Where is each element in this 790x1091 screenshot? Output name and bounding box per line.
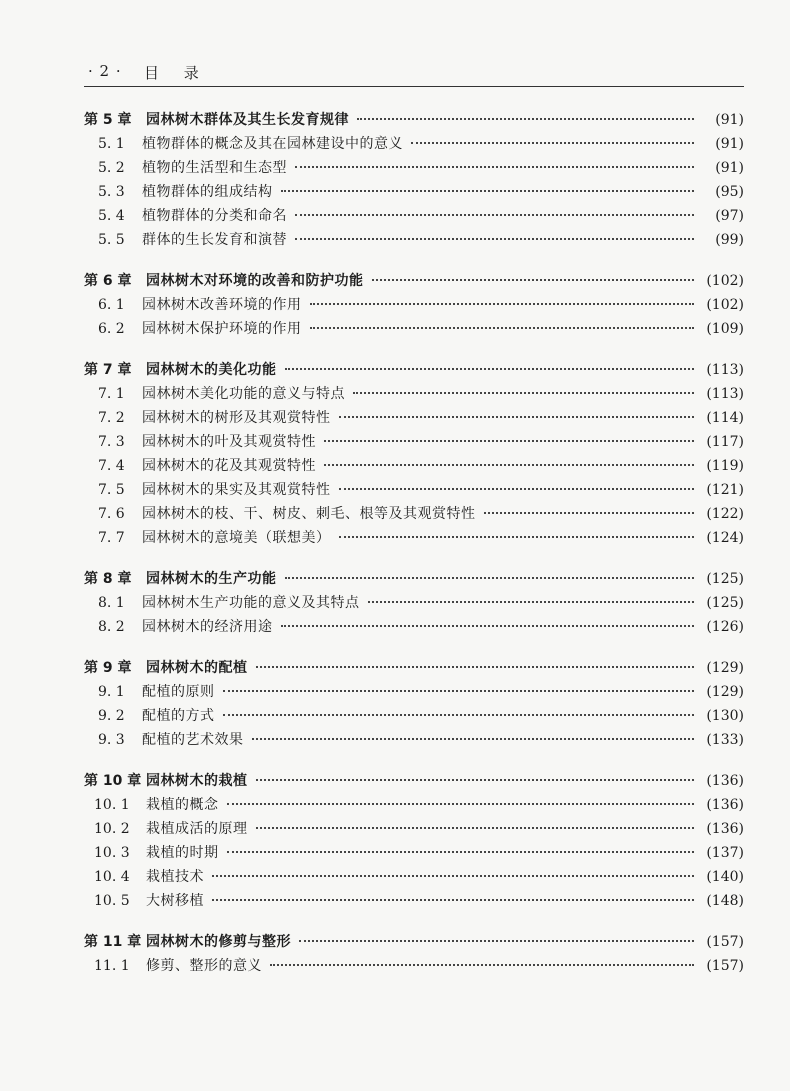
dot-leader <box>295 237 694 240</box>
entry-number: 第 5 章 <box>84 112 132 128</box>
entry-title: 园林树木对环境的改善和防护功能 <box>146 273 364 289</box>
entry-number: 8. 1 <box>98 595 125 611</box>
entry-page: (99) <box>715 232 744 248</box>
dot-leader <box>310 302 695 305</box>
section-row <box>84 865 744 889</box>
entry-page: (125) <box>706 595 744 611</box>
entry-page: (125) <box>706 571 744 587</box>
header-title: 目 录 <box>144 64 209 82</box>
entry-page: (102) <box>706 297 744 313</box>
dot-leader <box>295 213 694 216</box>
entry-page: (130) <box>706 708 744 724</box>
dot-leader <box>368 600 695 603</box>
entry-page: (157) <box>706 934 744 950</box>
entry-page: (157) <box>706 958 744 974</box>
entry-title: 园林树木的美化功能 <box>146 362 277 378</box>
section-row <box>84 526 744 550</box>
section-row <box>84 793 744 817</box>
section-row <box>84 228 744 252</box>
entry-number: 7. 7 <box>98 530 125 546</box>
dot-leader <box>223 689 695 692</box>
entry-number: 6. 2 <box>98 321 125 337</box>
entry-page: (95) <box>715 184 744 200</box>
entry-title: 栽植技术 <box>146 869 204 885</box>
entry-page: (114) <box>706 410 744 426</box>
chapter-row <box>84 656 744 680</box>
section-row <box>84 954 744 978</box>
entry-page: (102) <box>706 273 744 289</box>
dot-leader <box>372 278 695 281</box>
page-number: · 2 · <box>88 62 122 80</box>
section-row <box>84 478 744 502</box>
dot-leader <box>212 898 694 901</box>
entry-number: 10. 5 <box>94 893 130 909</box>
entry-number: 第 8 章 <box>84 571 132 587</box>
entry-number: 11. 1 <box>94 958 130 974</box>
section-row <box>84 841 744 865</box>
entry-title: 植物群体的组成结构 <box>142 184 273 200</box>
section-row <box>84 704 744 728</box>
entry-title: 园林树木群体及其生长发育规律 <box>146 112 349 128</box>
page-header <box>84 62 744 87</box>
entry-number: 5. 2 <box>98 160 125 176</box>
dot-leader <box>281 624 695 627</box>
entry-number: 5. 5 <box>98 232 125 248</box>
entry-number: 7. 5 <box>98 482 125 498</box>
entry-title: 园林树木的生产功能 <box>146 571 277 587</box>
entry-page: (140) <box>706 869 744 885</box>
entry-page: (133) <box>706 732 744 748</box>
entry-title: 园林树木的修剪与整形 <box>146 934 291 950</box>
dot-leader <box>270 963 694 966</box>
dot-leader <box>484 511 695 514</box>
chapter-row <box>84 930 744 954</box>
entry-page: (113) <box>706 386 744 402</box>
section-row <box>84 180 744 204</box>
dot-leader <box>357 117 694 120</box>
dot-leader <box>339 415 695 418</box>
entry-title: 配植的艺术效果 <box>142 732 244 748</box>
entry-number: 9. 1 <box>98 684 125 700</box>
entry-number: 第 7 章 <box>84 362 132 378</box>
chapter-row <box>84 269 744 293</box>
section-row <box>84 502 744 526</box>
chapter-block <box>84 656 744 752</box>
entry-number: 7. 4 <box>98 458 125 474</box>
entry-title: 园林树木改善环境的作用 <box>142 297 302 313</box>
section-row <box>84 430 744 454</box>
entry-number: 10. 1 <box>94 797 130 813</box>
entry-title: 园林树木的果实及其观赏特性 <box>142 482 331 498</box>
dot-leader <box>256 778 695 781</box>
entry-number: 第 11 章 <box>84 934 142 950</box>
entry-title: 植物群体的分类和命名 <box>142 208 287 224</box>
entry-page: (117) <box>706 434 744 450</box>
chapter-row <box>84 358 744 382</box>
entry-number: 10. 3 <box>94 845 130 861</box>
entry-title: 栽植成活的原理 <box>146 821 248 837</box>
entry-page: (91) <box>715 112 744 128</box>
entry-number: 6. 1 <box>98 297 125 313</box>
dot-leader <box>324 463 694 466</box>
entry-page: (119) <box>706 458 744 474</box>
dot-leader <box>256 665 695 668</box>
section-row <box>84 132 744 156</box>
entry-title: 修剪、整形的意义 <box>146 958 262 974</box>
entry-page: (137) <box>706 845 744 861</box>
dot-leader <box>256 826 695 829</box>
entry-page: (122) <box>706 506 744 522</box>
entry-number: 10. 2 <box>94 821 130 837</box>
dot-leader <box>223 713 695 716</box>
entry-title: 栽植的概念 <box>146 797 219 813</box>
entry-title: 栽植的时期 <box>146 845 219 861</box>
chapter-block <box>84 567 744 639</box>
entry-number: 5. 3 <box>98 184 125 200</box>
chapter-block <box>84 769 744 913</box>
entry-number: 第 10 章 <box>84 773 142 789</box>
dot-leader <box>310 326 695 329</box>
dot-leader <box>339 487 695 490</box>
chapter-block <box>84 358 744 550</box>
table-of-contents <box>84 108 744 995</box>
entry-title: 园林树木的枝、干、树皮、刺毛、根等及其观赏特性 <box>142 506 476 522</box>
chapter-row <box>84 769 744 793</box>
entry-title: 园林树木的花及其观赏特性 <box>142 458 316 474</box>
section-row <box>84 728 744 752</box>
chapter-block <box>84 269 744 341</box>
entry-title: 群体的生长发育和演替 <box>142 232 287 248</box>
entry-number: 7. 2 <box>98 410 125 426</box>
entry-title: 园林树木的栽植 <box>146 773 248 789</box>
entry-number: 7. 1 <box>98 386 125 402</box>
dot-leader <box>285 576 695 579</box>
section-row <box>84 293 744 317</box>
entry-page: (91) <box>715 160 744 176</box>
dot-leader <box>285 367 695 370</box>
entry-page: (91) <box>715 136 744 152</box>
entry-page: (136) <box>706 797 744 813</box>
entry-number: 第 6 章 <box>84 273 132 289</box>
section-row <box>84 454 744 478</box>
entry-title: 大树移植 <box>146 893 204 909</box>
entry-number: 5. 1 <box>98 136 125 152</box>
dot-leader <box>339 535 695 538</box>
entry-page: (129) <box>706 684 744 700</box>
section-row <box>84 889 744 913</box>
entry-page: (136) <box>706 821 744 837</box>
entry-page: (97) <box>715 208 744 224</box>
section-row <box>84 317 744 341</box>
entry-page: (121) <box>706 482 744 498</box>
entry-number: 第 9 章 <box>84 660 132 676</box>
dot-leader <box>252 737 695 740</box>
entry-title: 园林树木的配植 <box>146 660 248 676</box>
entry-number: 10. 4 <box>94 869 130 885</box>
dot-leader <box>295 165 694 168</box>
entry-number: 9. 2 <box>98 708 125 724</box>
entry-page: (129) <box>706 660 744 676</box>
section-row <box>84 615 744 639</box>
entry-title: 园林树木美化功能的意义与特点 <box>142 386 345 402</box>
section-row <box>84 156 744 180</box>
entry-page: (136) <box>706 773 744 789</box>
entry-title: 园林树木生产功能的意义及其特点 <box>142 595 360 611</box>
entry-page: (109) <box>706 321 744 337</box>
entry-title: 植物的生活型和生态型 <box>142 160 287 176</box>
dot-leader <box>281 189 695 192</box>
section-row <box>84 204 744 228</box>
entry-number: 9. 3 <box>98 732 125 748</box>
entry-page: (124) <box>706 530 744 546</box>
entry-title: 园林树木的树形及其观赏特性 <box>142 410 331 426</box>
section-row <box>84 382 744 406</box>
entry-number: 5. 4 <box>98 208 125 224</box>
entry-title: 园林树木的意境美（联想美） <box>142 530 331 546</box>
section-row <box>84 680 744 704</box>
dot-leader <box>411 141 694 144</box>
section-row <box>84 406 744 430</box>
section-row <box>84 817 744 841</box>
chapter-row <box>84 108 744 132</box>
chapter-block <box>84 930 744 978</box>
entry-page: (113) <box>706 362 744 378</box>
dot-leader <box>227 802 695 805</box>
dot-leader <box>353 391 694 394</box>
entry-title: 植物群体的概念及其在园林建设中的意义 <box>142 136 403 152</box>
entry-number: 7. 3 <box>98 434 125 450</box>
dot-leader <box>324 439 694 442</box>
entry-number: 7. 6 <box>98 506 125 522</box>
dot-leader <box>227 850 695 853</box>
entry-title: 配植的方式 <box>142 708 215 724</box>
entry-page: (148) <box>706 893 744 909</box>
entry-title: 园林树木的叶及其观赏特性 <box>142 434 316 450</box>
section-row <box>84 591 744 615</box>
entry-title: 园林树木的经济用途 <box>142 619 273 635</box>
dot-leader <box>299 939 694 942</box>
chapter-block <box>84 108 744 252</box>
entry-title: 园林树木保护环境的作用 <box>142 321 302 337</box>
entry-page: (126) <box>706 619 744 635</box>
dot-leader <box>212 874 694 877</box>
chapter-row <box>84 567 744 591</box>
entry-title: 配植的原则 <box>142 684 215 700</box>
entry-number: 8. 2 <box>98 619 125 635</box>
